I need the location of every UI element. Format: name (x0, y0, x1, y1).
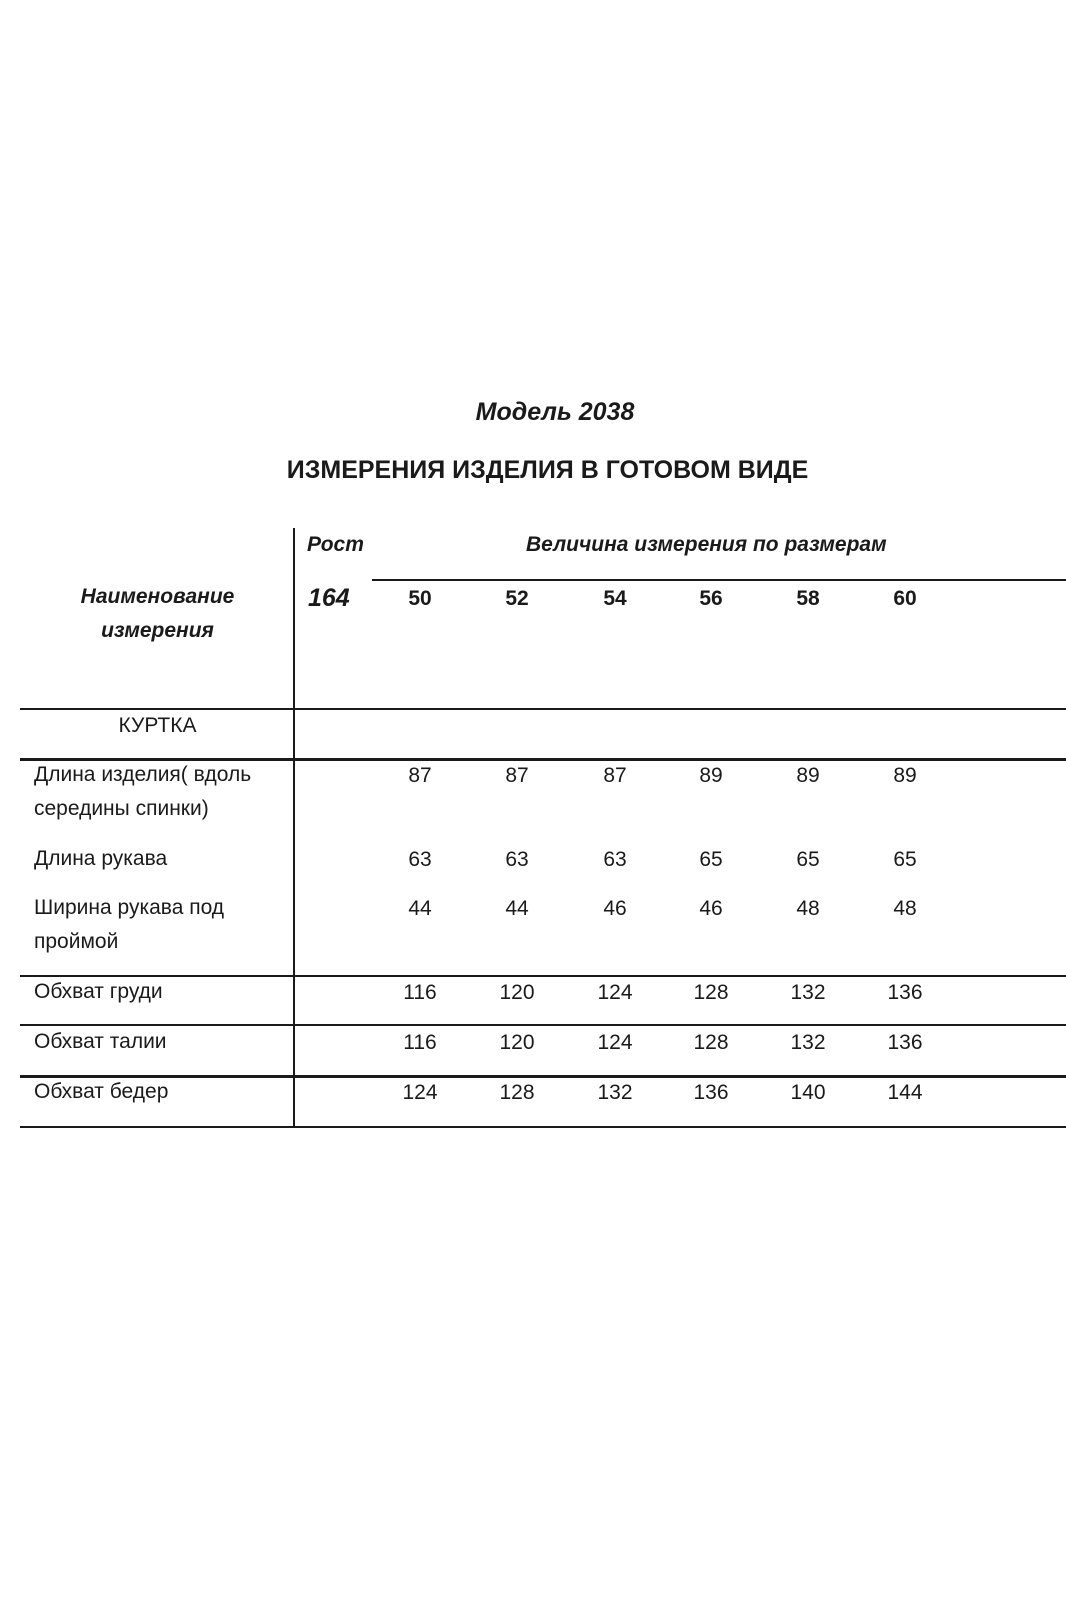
table-cell: 63 (603, 848, 627, 871)
row-label: Обхват бедер (34, 1080, 169, 1103)
table-cell: 87 (505, 764, 529, 787)
sizes-header: Величина измерения по размерам (526, 533, 887, 556)
table-cell: 132 (790, 981, 826, 1004)
size-header: 50 (408, 587, 432, 610)
vertical-divider (293, 528, 295, 1128)
model-title: Модель 2038 (475, 398, 635, 426)
table-cell: 116 (403, 1031, 437, 1054)
table-cell: 140 (790, 1081, 826, 1104)
table-cell: 65 (796, 848, 820, 871)
table-cell: 144 (887, 1081, 923, 1104)
name-header: Наименование измерения (80, 585, 235, 642)
table-cell: 128 (499, 1081, 535, 1104)
table-cell: 120 (499, 981, 535, 1004)
size-header: 54 (603, 587, 627, 610)
table-cell: 63 (408, 848, 432, 871)
size-header: 60 (893, 587, 917, 610)
row-label: Обхват талии (34, 1030, 167, 1053)
table-cell: 136 (887, 981, 923, 1004)
row-label: Ширина рукава под проймой (34, 896, 225, 953)
height-label: Рост (307, 533, 364, 556)
table-cell: 120 (499, 1031, 535, 1054)
table-cell: 136 (693, 1081, 729, 1104)
table-cell: 128 (693, 981, 729, 1004)
table-cell: 124 (597, 981, 633, 1004)
table-cell: 116 (403, 981, 437, 1004)
table-cell: 65 (893, 848, 917, 871)
row-label: Длина рукава (34, 847, 168, 870)
table-cell: 124 (597, 1031, 633, 1054)
table-cell: 87 (603, 764, 627, 787)
table-cell: 46 (603, 897, 627, 920)
table-cell: 89 (893, 764, 917, 787)
table-cell: 89 (796, 764, 820, 787)
row-label: Обхват груди (34, 980, 163, 1003)
table-cell: 65 (699, 848, 723, 871)
table-bottom-line (20, 1126, 1066, 1128)
table-cell: 48 (796, 897, 820, 920)
table-cell: 124 (402, 1081, 438, 1104)
table-cell: 128 (693, 1031, 729, 1054)
table-cell: 132 (790, 1031, 826, 1054)
header-bottom-line (20, 708, 1066, 710)
row-label: Длина изделия( вдоль середины спинки) (34, 763, 252, 820)
table-cell: 44 (505, 897, 529, 920)
table-cell: 136 (887, 1031, 923, 1054)
section-label: КУРТКА (118, 714, 197, 737)
sizes-header-underline (372, 579, 1066, 581)
table-cell: 48 (893, 897, 917, 920)
size-header: 56 (699, 587, 723, 610)
table-cell: 44 (408, 897, 432, 920)
table-cell: 63 (505, 848, 529, 871)
document-title: ИЗМЕРЕНИЯ ИЗДЕЛИЯ В ГОТОВОМ ВИДЕ (286, 456, 809, 484)
size-header: 58 (796, 587, 820, 610)
table-cell: 46 (699, 897, 723, 920)
table-cell: 87 (408, 764, 432, 787)
table-cell: 89 (699, 764, 723, 787)
height-value: 164 (308, 584, 350, 612)
size-header: 52 (505, 587, 529, 610)
table-cell: 132 (597, 1081, 633, 1104)
